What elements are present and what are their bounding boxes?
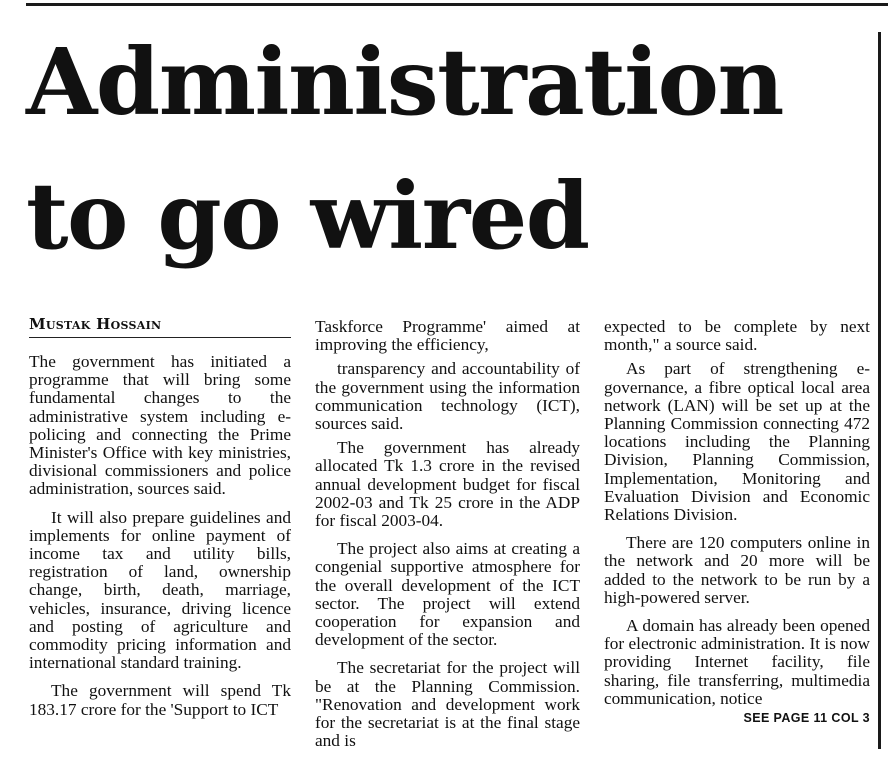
paragraph: The government has initiated a programme that will bring some fundamental changes to the administrative system including e-policing and connecting the Prime Minister's Office with key ministries, divisional commissioners and police administration, sources said.	[29, 352, 291, 499]
article-column-2	[315, 318, 580, 760]
headline	[26, 15, 871, 283]
continuation-note: SEE PAGE 11 COL 3	[743, 711, 870, 725]
paragraph: transparency and accountability of the government using the information communication technology (ICT), sources said.	[315, 359, 580, 434]
paragraph: A domain has already been opened for electronic administration. It is now providing Internet facility, file sharing, file transferring, multimedia communication, notice	[604, 616, 870, 708]
right-rule	[878, 32, 881, 749]
headline-line-2: to go wired	[26, 162, 589, 270]
paragraph: The government has already allocated Tk 1.3 crore in the revised annual development budget for fiscal 2002-03 and Tk 25 crore in the ADP for fiscal 2003-04.	[315, 438, 580, 531]
article-column-1	[29, 353, 291, 729]
paragraph: Taskforce Programme' aimed at improving the efficiency,	[315, 317, 580, 355]
article-column-3	[604, 318, 870, 718]
paragraph: The government will spend Tk 183.17 crore for the 'Support to ICT	[29, 681, 291, 719]
paragraph: The project also aims at creating a congenial supportive atmosphere for the overall development of the ICT sector. The project will extend cooperation for expansion and development of the sector.	[315, 539, 580, 650]
paragraph: The secretariat for the project will be at the Planning Commission. "Renovation and development work for the secretariat is at the final stage and is	[315, 658, 580, 751]
paragraph: As part of strengthening e-governance, a fibre optical local area network (LAN) will be set up at the Planning Commission connecting 472 locations including the Planning Division, Planning Commission, Implementation, Monitoring and Evaluation Division and Economic Relations Division.	[604, 359, 870, 525]
headline-line-1: Administration	[26, 28, 783, 136]
top-rule	[26, 3, 888, 6]
paragraph: expected to be complete by next month," a source said.	[604, 317, 870, 355]
paragraph: There are 120 computers online in the network and 20 more will be added to the network to be run by a high-powered server.	[604, 533, 870, 607]
author-name: Mustak Hossain	[29, 315, 162, 333]
byline	[29, 314, 291, 338]
paragraph: It will also prepare guidelines and implements for online payment of income tax and utility bills, registration of land, ownership change, birth, death, marriage, vehicles, insurance, driving licence and posting of agriculture and commodity pricing information and international standard training.	[29, 507, 291, 673]
